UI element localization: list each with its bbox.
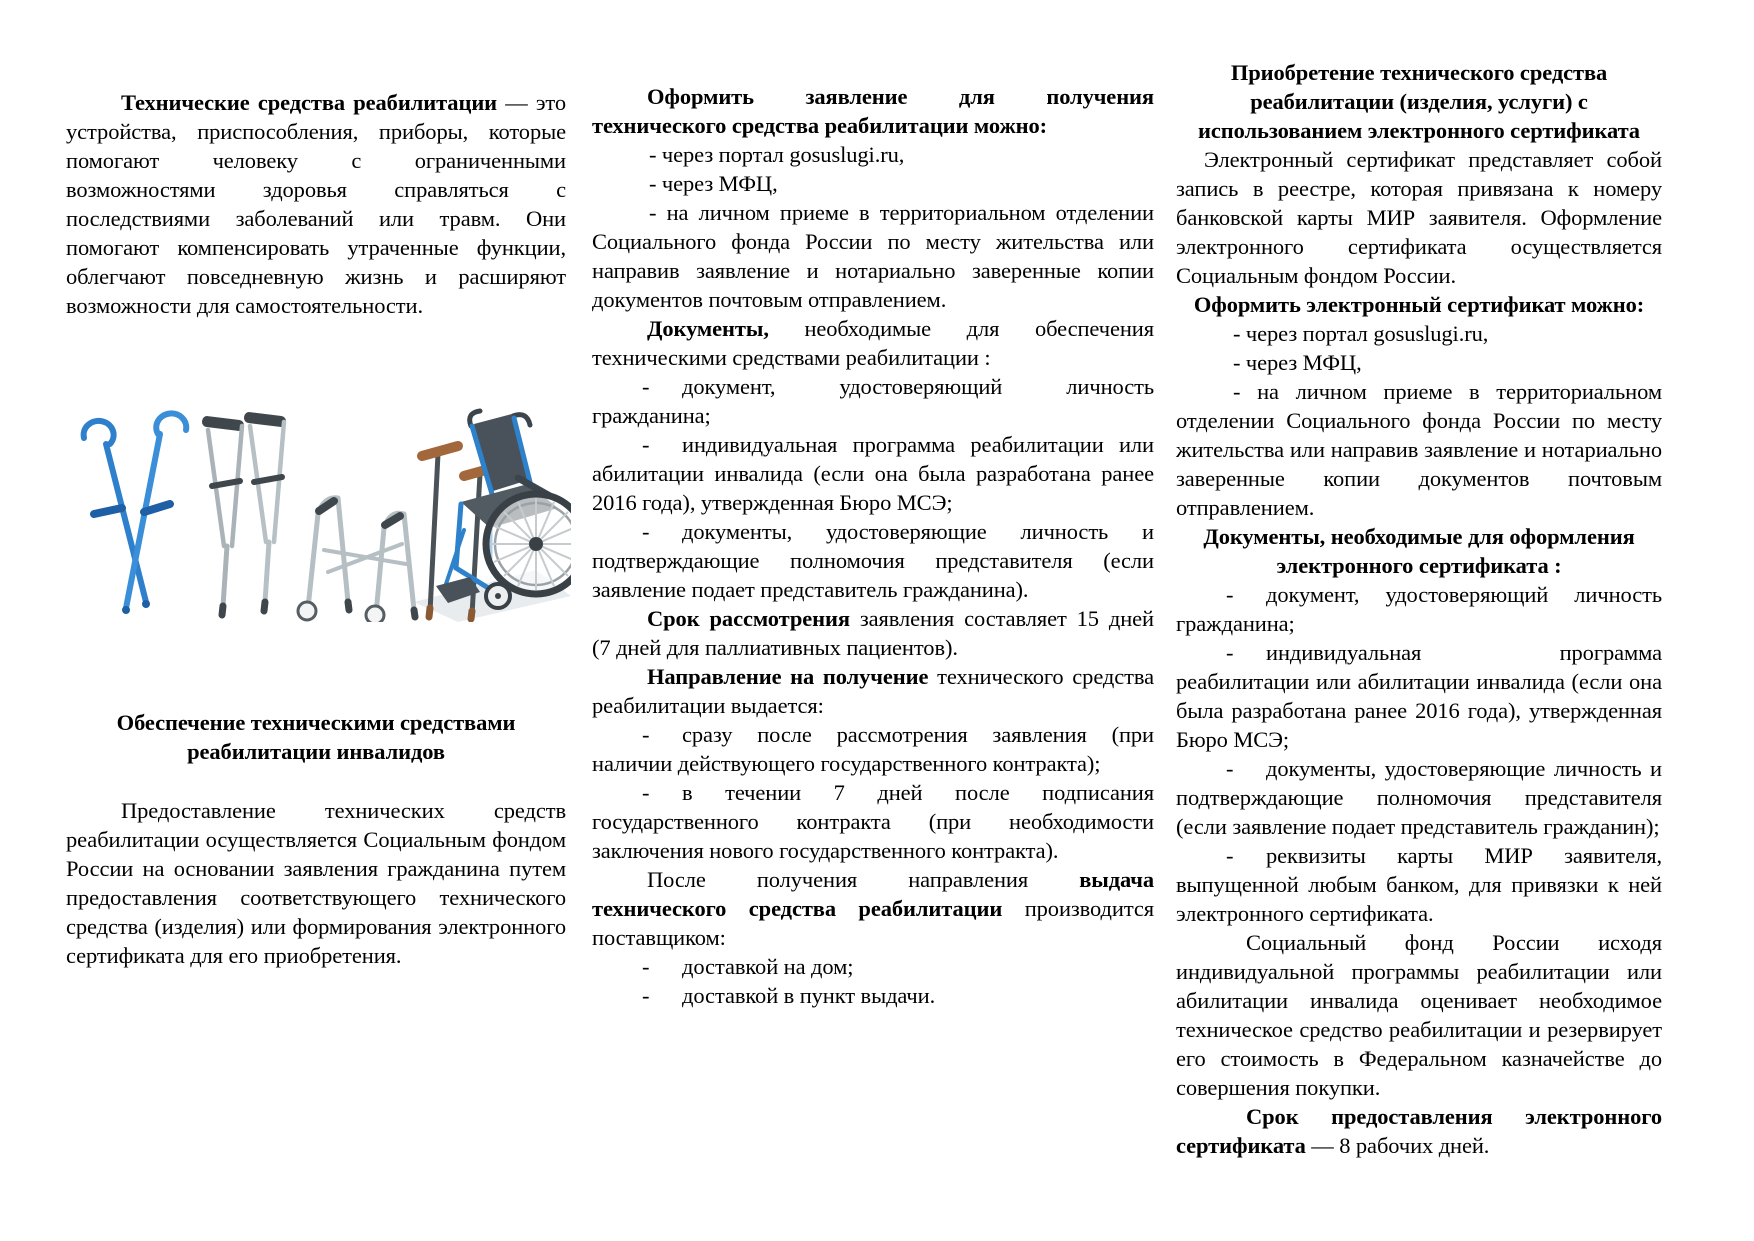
list-item-identity-doc [1176, 580, 1662, 638]
section-heading-provision: Обеспечение техническими средствами реабилитации инвалидов [116, 710, 516, 764]
paragraph-review-term [592, 604, 1154, 662]
list-item-identity-doc [592, 372, 1154, 430]
dash-marker: - [642, 432, 650, 457]
walker-icon [298, 498, 415, 622]
paragraph-referral [592, 662, 1154, 720]
dash-marker: - [1226, 843, 1234, 868]
intro-text: — это устройства, приспособления, приборы, которые помогают человеку с ограниченными возможностями здоровья справляться с последствиями заболеваний или травм. Они помогают компенсировать утраченные функции, облегчают повседневную жизнь и расширяют возможности для самостоятельности. [66, 90, 567, 318]
list-item-ipra [1176, 638, 1662, 754]
list-item-text: реквизиты карты МИР заявителя, выпущенной любым банком, для привязки к ней электронного сертификата. [1176, 843, 1662, 926]
dash-marker: - [1226, 756, 1234, 781]
panel-right [1176, 58, 1662, 1160]
ecert-term-text: — 8 рабочих дней. [1305, 1133, 1490, 1158]
list-item-representative-docs [592, 517, 1154, 604]
heading-ecert-purchase: Приобретение технического средства реабилитации (изделия, услуги) с использованием электронного сертификата [1198, 60, 1640, 143]
intro-paragraph [66, 88, 566, 320]
review-term-text: заявления составляет 15 дней (7 дней для паллиативных пациентов). [592, 606, 1154, 660]
list-item-text: документ, удостоверяющий личность гражданина; [592, 374, 1154, 428]
list-item-in-person: - на личном приеме в территориальном отделении Социального фонда России по месту жительства или направив заявление и нотариально заверенные копии документов почтовым отправлением. [1176, 379, 1662, 520]
list-item-text: в течении 7 дней после подписания государственного контракта (при необходимости заключения нового государственного контракта). [592, 780, 1154, 863]
dash-marker: - [642, 954, 650, 979]
list-item-text: документ, удостоверяющий личность гражданина; [1176, 582, 1662, 636]
panel-middle [592, 82, 1154, 1010]
provision-paragraph: Предоставление технических средств реабилитации осуществляется Социальным фондом России на основании заявления гражданина путем предоставления соответствующего технического средства (изделия) или формирования электронного сертификата для его приобретения. [66, 798, 566, 968]
dash-marker: - [642, 983, 650, 1008]
mobility-aids-illustration [66, 362, 566, 622]
dash-marker: - [642, 519, 650, 544]
paragraph-sfr-reserve: Социальный фонд России исходя индивидуальной программы реабилитации или абилитации инвалида оценивает необходимое техническое средство реабилитации и резервирует его стоимость в Федеральном казначействе до совершения покупки. [1176, 930, 1662, 1100]
list-item-gosuslugi: - через портал gosuslugi.ru, [649, 142, 905, 167]
dash-marker: - [642, 780, 650, 805]
heading-ecert-docs: Документы, необходимые для оформления электронного сертификата : [1203, 524, 1635, 578]
list-item-gosuslugi: - через портал gosuslugi.ru, [1233, 321, 1489, 346]
list-item-pickup-point [592, 981, 1154, 1010]
heading-apply-ecert: Оформить электронный сертификат можно: [1193, 292, 1645, 317]
list-item-seven-days [592, 778, 1154, 865]
list-item-text: сразу после рассмотрения заявления (при наличии действующего государственного контракта); [592, 722, 1154, 776]
referral-text: технического средства реабилитации выдается: [592, 664, 1154, 718]
list-item-mir-card-details [1176, 841, 1662, 928]
axillary-crutches-icon [201, 411, 286, 615]
list-item-mfc: - через МФЦ, [649, 171, 778, 196]
panel-left [66, 88, 566, 970]
dash-marker: - [642, 374, 650, 399]
list-item-in-person: - на личном приеме в территориальном отделении Социального фонда России по месту жительства или направив заявление и нотариально заверенные копии документов почтовым отправлением. [592, 200, 1154, 312]
paragraph-required-docs [592, 314, 1154, 372]
list-item-text: документы, удостоверяющие личность и подтверждающие полномочия представителя (если заявление подает представитель гражданина). [592, 519, 1154, 602]
issue-post: производится поставщиком: [592, 896, 1154, 950]
dash-marker: - [1226, 582, 1234, 607]
issue-bold: выдача технического средства реабилитации [592, 867, 1154, 921]
heading-apply-application: Оформить заявление для получения технического средства реабилитации можно: [592, 84, 1154, 138]
ecert-term-lead: Срок предоставления электронного сертификата [1176, 1104, 1662, 1158]
forearm-crutches-icon [84, 413, 187, 614]
paragraph-ecert-definition: Электронный сертификат представляет собой запись в реестре, которая привязана к номеру банковской карты МИР заявителя. Оформление электронного сертификата осуществляется Социальным фондом России. [1176, 147, 1662, 288]
paragraph-issue [592, 865, 1154, 952]
docs-text: необходимые для обеспечения техническими средствами реабилитации : [592, 316, 1154, 370]
wheelchair-icon [436, 411, 571, 608]
list-item-mfc: - через МФЦ, [1233, 350, 1362, 375]
list-item-representative-docs [1176, 754, 1662, 841]
paragraph-ecert-term [1176, 1102, 1662, 1160]
intro-lead: Технические средства реабилитации [121, 90, 498, 115]
review-term-lead: Срок рассмотрения [647, 606, 850, 631]
issue-pre: После получения направления [647, 867, 1080, 892]
list-item-text: доставкой в пункт выдачи. [682, 983, 936, 1008]
list-item-ipra [592, 430, 1154, 517]
list-item-text: доставкой на дом; [682, 954, 854, 979]
list-item-text: документы, удостоверяющие личность и подтверждающие полномочия представителя (если заявление подает представитель гражданин); [1176, 756, 1662, 839]
list-item-text: индивидуальная программа реабилитации или абилитации инвалида (если она была разработана ранее 2016 года), утвержденная Бюро МСЭ; [1176, 640, 1662, 752]
referral-lead: Направление на получение [647, 664, 929, 689]
dash-marker: - [642, 722, 650, 747]
list-item-immediately [592, 720, 1154, 778]
list-item-home-delivery [592, 952, 1154, 981]
list-item-text: индивидуальная программа реабилитации или абилитации инвалида (если она была разработана ранее 2016 года), утвержденная Бюро МСЭ; [592, 432, 1154, 515]
dash-marker: - [1226, 640, 1234, 665]
docs-lead: Документы, [647, 316, 769, 341]
